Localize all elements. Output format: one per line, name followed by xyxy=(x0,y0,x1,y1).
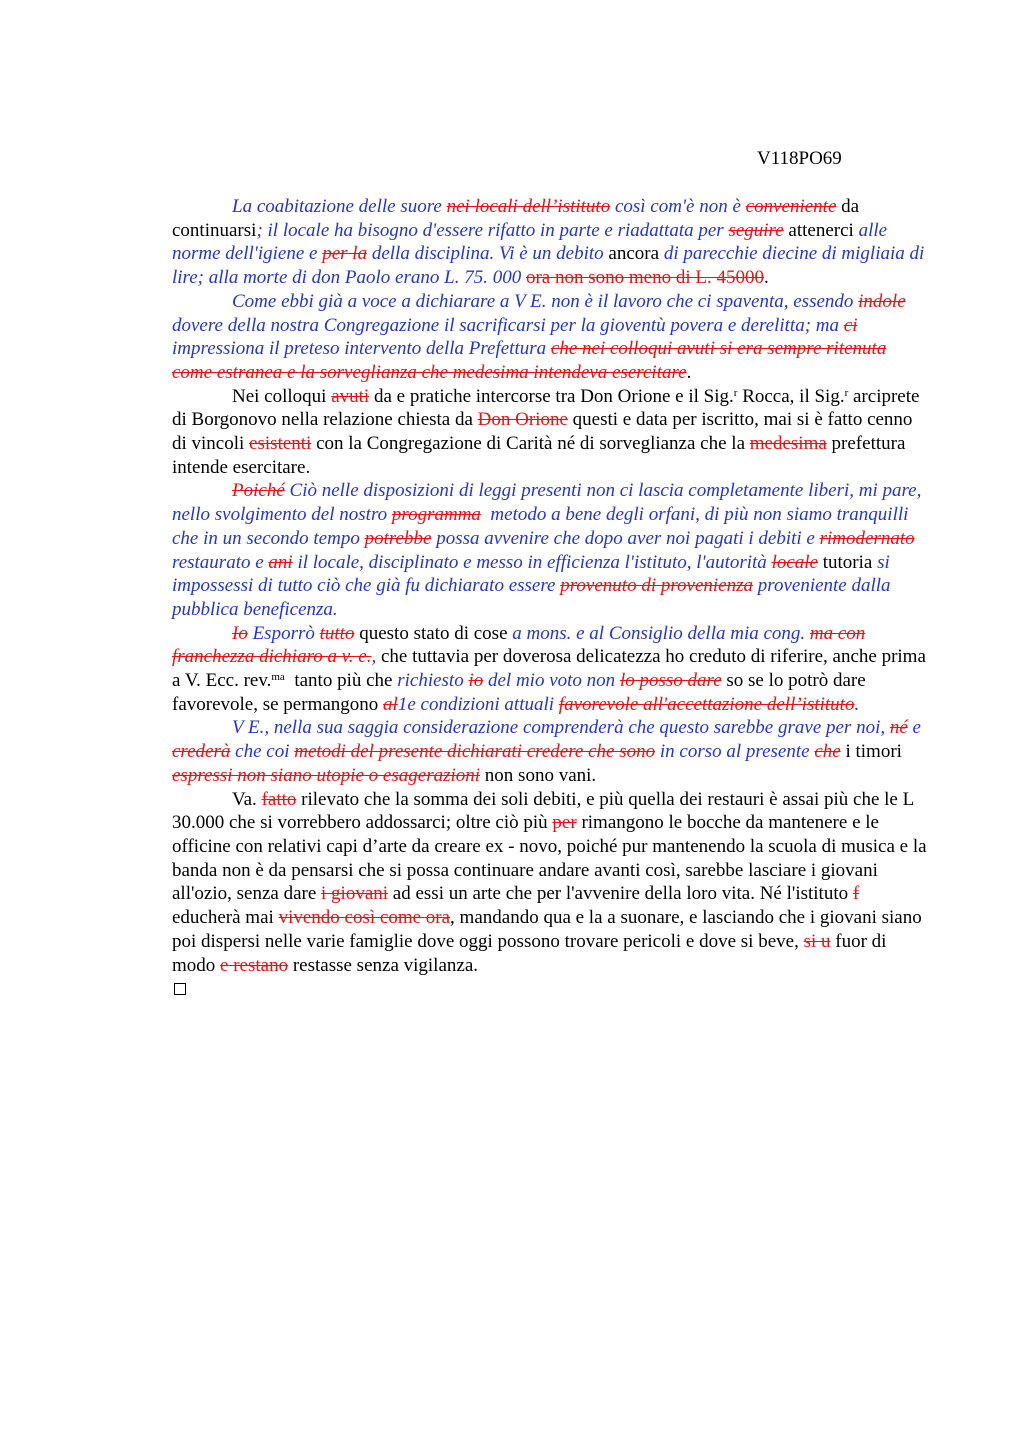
inserted-text: della disciplina. Vi è un debito xyxy=(371,243,604,265)
deleted-text: Io xyxy=(232,622,248,644)
base-text: rimangono le bocche da mantenere e le officine con relativi capi d’arte da creare ex - novo, poiché pur mantenendo la scuola di musica e la banda non è da pensarsi che si possa continuare andare avanti così, sarebbe lasciare i giovani all'ozio, senza dare xyxy=(172,812,927,905)
deleted-text: medesima xyxy=(749,433,827,455)
base-text: Va. xyxy=(232,788,257,810)
deleted-text: ci xyxy=(843,314,858,336)
deleted-text: crederà xyxy=(172,741,231,763)
deleted-text: conveniente xyxy=(745,196,837,217)
base-text: restasse senza vigilanza. xyxy=(292,954,479,976)
deleted-text: che nei colloqui avuti si era sempre ritenuta come estranea e la sorveglianza che medesima intendeva esercitare xyxy=(172,338,887,383)
inserted-text: del mio voto non xyxy=(488,670,616,692)
deleted-text: Poiché xyxy=(232,480,285,502)
inserted-text: si impossessi di tutto ciò che già fu dichiarato essere xyxy=(172,551,890,597)
base-text: so se lo potrò dare favorevole, se permangono xyxy=(172,670,866,715)
inserted-text: così com'è non è xyxy=(614,196,741,217)
inserted-text: dovere della nostra Congregazione il sacrificarsi per la gioventù povera e derelitta; ma xyxy=(172,314,840,336)
base-text: che tuttavia per doverosa delicatezza ho creduto di riferire, anche prima a V. Ecc. rev. xyxy=(172,646,926,692)
base-text: . xyxy=(686,361,692,383)
superscript: ma xyxy=(271,671,285,684)
paragraph-1 xyxy=(172,195,928,290)
base-text: fuor di modo xyxy=(172,930,887,976)
base-text: . xyxy=(763,267,769,289)
deleted-text: e restano xyxy=(220,954,289,976)
deleted-text: nei locali dell’istituto xyxy=(446,196,611,217)
base-text: questo stato di cose xyxy=(359,622,508,644)
deleted-text: al xyxy=(383,693,398,715)
paragraph-4 xyxy=(172,479,928,621)
base-text: , mandando qua e la a suonare, e lasciando che i giovani siano poi dispersi nelle varie famiglie dove oggi possono trovare pericoli e dove si beve, xyxy=(172,907,922,952)
inserted-text: a mons. e al Consiglio della mia cong. xyxy=(512,622,806,644)
base-text: Nei colloqui xyxy=(232,385,327,407)
paragraph-5 xyxy=(172,622,928,717)
inserted-text: 1e condizioni attuali xyxy=(397,693,555,715)
deleted-text: né xyxy=(889,717,908,739)
document-body xyxy=(172,195,928,995)
superscript: r xyxy=(844,386,849,399)
deleted-text: ani xyxy=(268,551,293,573)
deleted-text: i giovani xyxy=(321,883,389,905)
base-text: educherà mai xyxy=(172,907,274,929)
deleted-text: per xyxy=(552,812,577,834)
deleted-text: seguire xyxy=(728,219,784,241)
inserted-text: richiesto xyxy=(397,670,464,692)
deleted-text: favorevole all'accettazione dell’istituto xyxy=(558,693,855,715)
paragraph-7 xyxy=(172,788,928,978)
base-text: prefettura intende esercitare. xyxy=(172,433,906,478)
base-text: da continuarsi xyxy=(172,196,860,241)
base-text: questi e data per iscritto, mai si è fatto cenno di vincoli xyxy=(172,409,913,455)
deleted-text: lo posso dare xyxy=(619,670,722,692)
base-text: tutoria xyxy=(822,551,873,573)
deleted-text: vivendo così come ora xyxy=(278,907,451,929)
inserted-text: possa avvenire che dopo aver noi pagati i debiti e xyxy=(436,527,815,549)
paragraph-2 xyxy=(172,290,928,385)
base-text: i timori xyxy=(845,741,902,763)
inserted-text: che coi xyxy=(235,741,290,763)
inserted-text: proveniente dalla pubblica beneficenza. xyxy=(172,575,891,620)
paragraph-3 xyxy=(172,385,928,480)
inserted-text: ; il locale ha bisogno d'essere rifatto in parte e riadattata per xyxy=(256,219,724,241)
base-text: non sono vani. xyxy=(484,764,597,786)
deleted-text: si u xyxy=(803,930,831,952)
inserted-text: metodo a bene degli orfani, di più non siamo tranquilli che in un secondo tempo xyxy=(172,504,909,549)
document-reference-code: V118PO69 xyxy=(757,148,842,169)
inserted-text: , xyxy=(371,646,377,668)
inserted-text: V E., nella sua saggia considerazione comprenderà che questo sarebbe grave per noi, xyxy=(232,717,886,739)
inserted-text: . xyxy=(854,693,860,715)
deleted-text: espressi non siano utopie o esagerazioni xyxy=(172,764,481,786)
paragraph-6 xyxy=(172,716,928,787)
superscript: r xyxy=(733,386,738,399)
deleted-text: rimodernato xyxy=(819,527,915,549)
inserted-text: impressiona il preteso intervento della Prefettura xyxy=(172,338,547,360)
base-text: tanto più che xyxy=(294,670,393,692)
deleted-text: io xyxy=(468,670,484,692)
base-text: arciprete di Borgonovo nella relazione chiesta da xyxy=(172,385,920,431)
base-text: ancora xyxy=(608,243,660,265)
base-text: attenerci xyxy=(788,219,854,241)
deleted-text: tutto xyxy=(319,622,355,644)
inserted-text: Ciò nelle disposizioni di leggi presenti non ci lascia completamente liberi, mi pare, nello svolgimento del nostro xyxy=(172,480,922,526)
base-text: Rocca, il Sig. xyxy=(742,385,845,407)
base-text: rilevato che la somma dei soli debiti, e più quella dei restauri è assai più che le L 30.000 che si vorrebbero addossarci; oltre ciò più xyxy=(172,788,914,834)
deleted-text: ma con franchezza dichiaro a v. e. xyxy=(172,622,866,668)
deleted-text: potrebbe xyxy=(364,527,432,549)
deleted-text: indole xyxy=(858,290,906,312)
inserted-text: alle norme dell'igiene e xyxy=(172,219,888,265)
inserted-text: di parecchie diecine di migliaia di lire; alla morte di don Paolo erano L. 75. 000 xyxy=(172,243,925,289)
checkbox-square-icon xyxy=(174,983,186,995)
base-text: ad essi un arte che per l'avvenire della loro vita. Né l'istituto xyxy=(392,883,849,905)
deleted-text: provenuto di provenienza xyxy=(560,575,754,597)
deleted-text: locale xyxy=(771,551,818,573)
inserted-text: La coabitazione delle suore xyxy=(232,196,442,217)
base-text: da e pratiche intercorse tra Don Orione e il Sig. xyxy=(373,385,734,407)
inserted-text: in corso al presente xyxy=(659,741,810,763)
deleted-text: metodi del presente dichiarati credere che sono xyxy=(294,741,656,763)
inserted-text: Come ebbi già a voce a dichiarare a V E. non è il lavoro che ci spaventa, essendo xyxy=(232,290,854,312)
inserted-text: restaurato e xyxy=(172,551,264,573)
deleted-text: per la xyxy=(322,243,368,265)
deleted-text: programma xyxy=(391,504,481,526)
inserted-text: Esporrò xyxy=(252,622,315,644)
deleted-text: Don Orione xyxy=(477,409,568,431)
deleted-text: avuti xyxy=(331,385,370,407)
deleted-text: ora non sono meno di L. 45000 xyxy=(525,267,764,289)
inserted-text: il locale, disciplinato e messo in efficienza l'istituto, l'autorità xyxy=(297,551,767,573)
deleted-text: fatto xyxy=(261,788,297,810)
deleted-text: f xyxy=(852,883,860,905)
deleted-text: che xyxy=(814,741,841,763)
inserted-text: e xyxy=(912,717,921,739)
base-text: con la Congregazione di Carità né di sorveglianza che la xyxy=(316,433,746,455)
deleted-text: esistenti xyxy=(249,433,312,455)
